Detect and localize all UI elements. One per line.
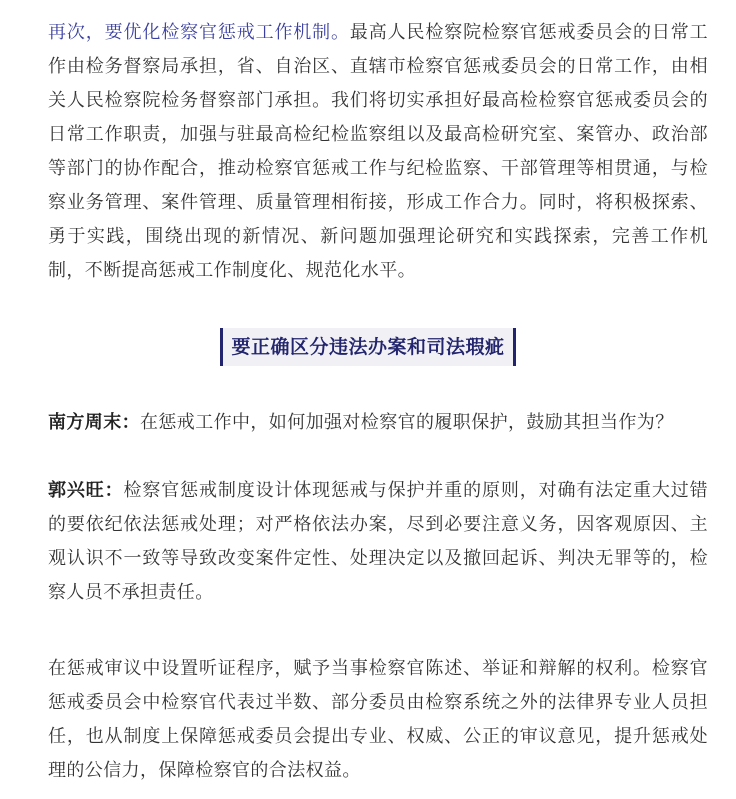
closing-text: 在惩戒审议中设置听证程序，赋予当事检察官陈述、举证和辩解的权利。检察官惩戒委员会中检察官代表过半数、部分委员由检察系统之外的法律界专业人员担任，也从制度上保障惩戒委员会提出专业、权威、公正的审议意见，提升惩戒处理的公信力，保障检察官的合法权益。 <box>48 658 708 781</box>
question-paragraph <box>48 406 708 440</box>
intro-text: 最高人民检察院检察官惩戒委员会的日常工作由检务督察局承担，省、自治区、直辖市检察官惩戒委员会的日常工作，由相关人民检察院检务督察部门承担。我们将切实承担好最高检检察官惩戒委员会的日常工作职责，加强与驻最高检纪检监察组以及最高检研究室、案管办、政治部等部门的协作配合，推动检察官惩戒工作与纪检监察、干部管理等相贯通，与检察业务管理、案件管理、质量管理相衔接，形成工作合力。同时，将积极探索、勇于实践，围绕出现的新情况、新问题加强理论研究和实践探索，完善工作机制，不断提高惩戒工作制度化、规范化水平。 <box>48 22 708 281</box>
section-heading: 要正确区分违法办案和司法瑕疵 <box>220 328 515 366</box>
intro-paragraph <box>48 16 708 288</box>
question-text: 在惩戒工作中，如何加强对检察官的履职保护，鼓励其担当作为？ <box>140 412 674 433</box>
closing-paragraph <box>48 652 708 788</box>
answer-paragraph <box>48 474 708 610</box>
section-heading-container <box>48 328 708 366</box>
answer-text: 检察官惩戒制度设计体现惩戒与保护并重的原则，对确有法定重大过错的要依纪依法惩戒处理；对严格依法办案，尽到必要注意义务，因客观原因、主观认识不一致等导致改变案件定性、处理决定以及撤回起诉、判决无罪等的，检察人员不承担责任。 <box>48 480 708 603</box>
question-speaker: 南方周末： <box>48 412 140 433</box>
intro-highlight: 再次，要优化检察官惩戒工作机制。 <box>48 22 350 43</box>
answer-speaker: 郭兴旺： <box>48 480 124 501</box>
